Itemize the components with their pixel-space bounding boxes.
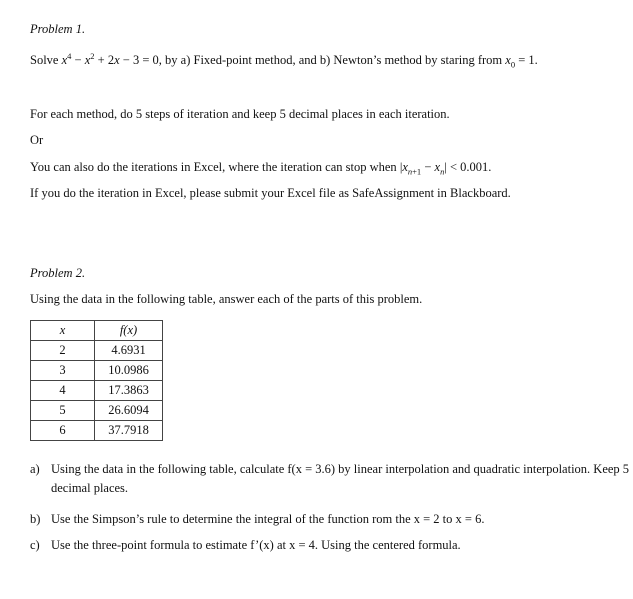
excel-line-prefix: You can also do the iterations in Excel, where the iteration can stop when (30, 160, 400, 174)
problem-1-title: Problem 1. (30, 22, 86, 36)
statement-middle: = 0, by a) Fixed-point method, and b) Newton’s method by staring from (139, 53, 506, 67)
data-table (30, 320, 163, 441)
part-c-label: c) (30, 538, 40, 552)
part-c (30, 536, 630, 555)
statement-prefix: Solve (30, 53, 62, 67)
excel-line-suffix: < 0.001. (446, 160, 492, 174)
part-a-text: Using the data in the following table, calculate f(x = 3.6) by linear interpolation and quadratic interpolation. Keep 5 decimal places. (51, 462, 630, 495)
table-row (31, 381, 163, 401)
header-fx: f(x) (95, 321, 163, 341)
cell-fx: 4.6931 (95, 341, 163, 361)
part-b-label: b) (30, 512, 41, 526)
table-row (31, 341, 163, 361)
cell-fx: 17.3863 (95, 381, 163, 401)
stop-criterion-formula: $|x_{n+1} - x_n|$ (399, 160, 447, 177)
excel-stop-criterion (30, 160, 491, 175)
table-row (31, 361, 163, 381)
equation: $x^4 - x^2 + 2x - 3$ (61, 50, 140, 67)
start-value: = 1. (515, 53, 538, 67)
x0-symbol: $x_0$ (505, 53, 516, 70)
excel-submit-line: If you do the iteration in Excel, please submit your Excel file as SafeAssignment in Blackboard. (30, 186, 511, 200)
iteration-instruction: For each method, do 5 steps of iteration and keep 5 decimal places in each iteration. (30, 107, 450, 121)
part-a-label: a) (30, 462, 40, 476)
problem-2-intro: Using the data in the following table, answer each of the parts of this problem. (30, 292, 423, 306)
table-row (31, 421, 163, 441)
problem-1-statement (30, 50, 538, 70)
table-header-row (31, 321, 163, 341)
cell-x: 4 (31, 381, 95, 401)
or-label: Or (30, 133, 44, 147)
cell-fx: 37.7918 (95, 421, 163, 441)
cell-x: 2 (31, 341, 95, 361)
cell-fx: 10.0986 (95, 361, 163, 381)
problem-2-title: Problem 2. (30, 266, 86, 280)
cell-x: 5 (31, 401, 95, 421)
cell-fx: 26.6094 (95, 401, 163, 421)
header-x: x (31, 321, 95, 341)
part-b (30, 510, 630, 529)
part-a (30, 460, 630, 498)
part-b-text: Use the Simpson’s rule to determine the integral of the function rom the x = 2 to x = 6. (51, 512, 485, 526)
part-c-text: Use the three-point formula to estimate f’(x) at x = 4. Using the centered formula. (51, 538, 461, 552)
cell-x: 3 (31, 361, 95, 381)
cell-x: 6 (31, 421, 95, 441)
table-row (31, 401, 163, 421)
